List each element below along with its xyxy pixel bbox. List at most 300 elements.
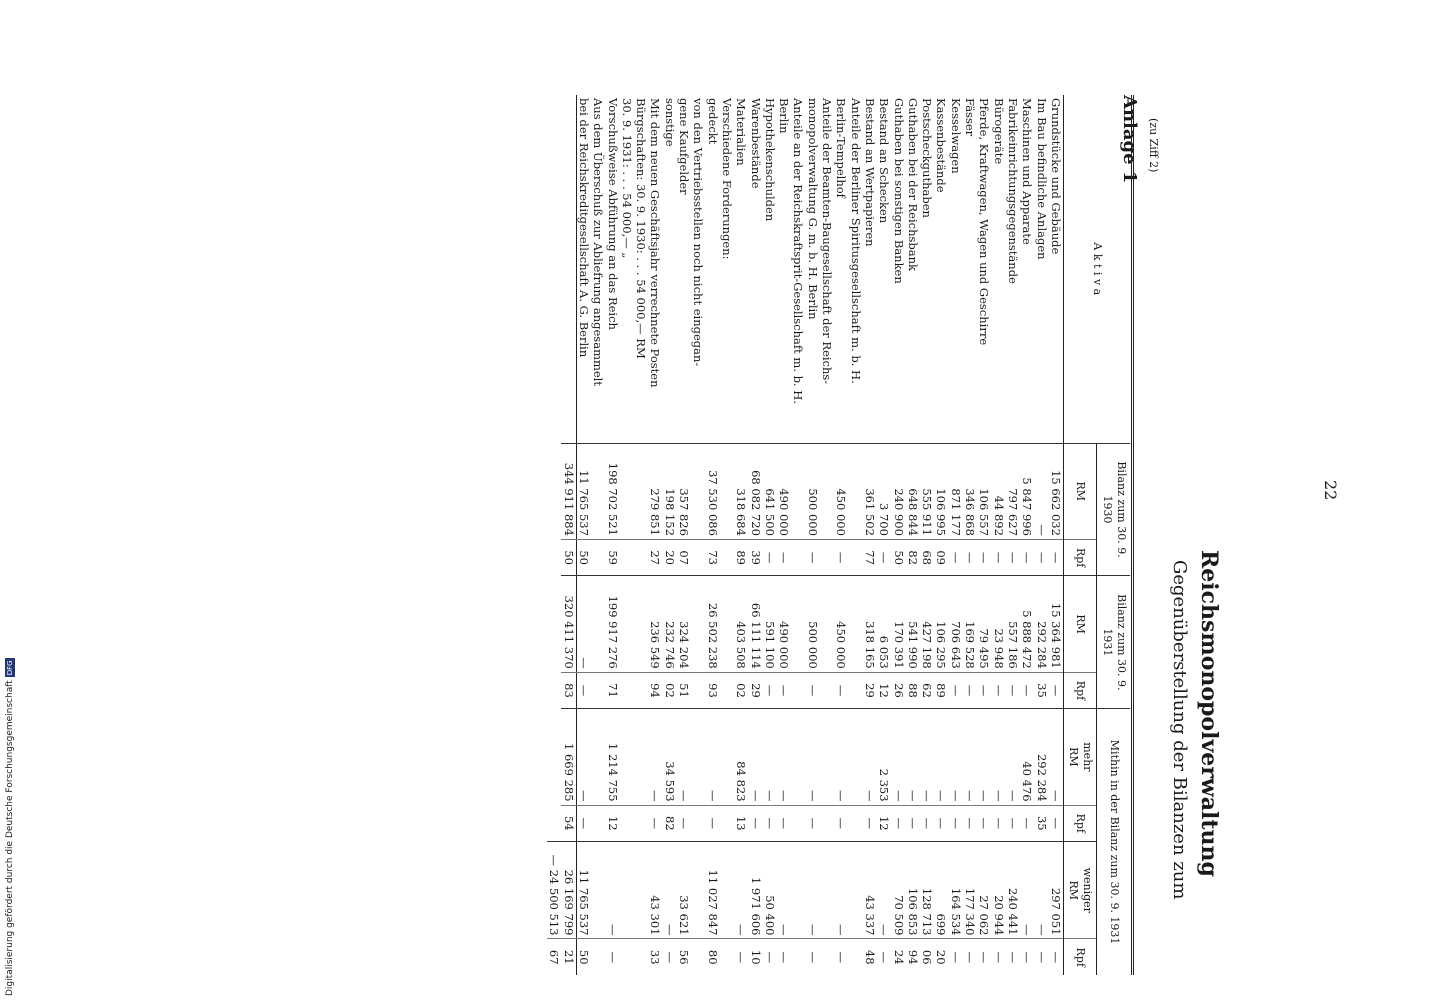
cell-mp: — xyxy=(677,805,706,842)
row-label: Bestand an Wertpapieren xyxy=(862,98,877,247)
cell-w: 27 062 xyxy=(977,842,991,939)
cell-a: 797 627 xyxy=(1006,443,1020,539)
cell-b: — xyxy=(576,576,605,672)
cell-bp: 02 xyxy=(663,672,677,709)
cell-m: — xyxy=(891,709,905,805)
cell-a: 5 847 996 xyxy=(1020,443,1034,539)
table-row xyxy=(1049,95,1064,975)
cell-ap: — xyxy=(777,539,806,576)
cell-wp: — xyxy=(877,939,891,975)
cell-a: 15 662 032 xyxy=(1049,443,1064,539)
cell-b: 557 186 xyxy=(1006,576,1020,672)
cell-a xyxy=(720,443,734,539)
cell-bp: 26 xyxy=(891,672,905,709)
cell-wp: 80 xyxy=(705,939,719,975)
cell-ap: 68 xyxy=(920,539,934,576)
cell-bp: 12 xyxy=(877,672,891,709)
total-mp: 54 xyxy=(561,805,576,842)
cell-w: 128 713 xyxy=(920,842,934,939)
table-row xyxy=(576,95,605,975)
cell-b: 169 528 xyxy=(963,576,977,672)
cell-ap: 09 xyxy=(934,539,948,576)
cell-mp: — xyxy=(1020,805,1034,842)
cell-bp: — xyxy=(991,672,1005,709)
table-row xyxy=(648,95,662,975)
cell-mp: 13 xyxy=(734,805,748,842)
table-row xyxy=(963,95,977,975)
cell-m: — xyxy=(576,709,605,805)
cell-b: 450 000 xyxy=(834,576,863,672)
cell-mp: — xyxy=(991,805,1005,842)
cell-w: — xyxy=(1034,842,1048,939)
cell-m: — xyxy=(705,709,719,805)
cell-a: 37 530 086 xyxy=(705,443,719,539)
total-bp: 83 xyxy=(561,672,576,709)
cell-w: 70 509 xyxy=(891,842,905,939)
cell-bp: — xyxy=(777,672,806,709)
cell-b: 591 100 xyxy=(763,576,777,672)
table-row xyxy=(720,95,734,975)
cell-wp: 56 xyxy=(677,939,706,975)
row-label: Anteile der Berliner Spiritusgesellschaft m. b. H. Berlin-Tempelhof xyxy=(834,98,863,384)
cell-b: 324 204 xyxy=(677,576,706,672)
row-label: Bürgschaften: 30. 9. 1930: . . . 54 000,— RM 30. 9. 1931: . . . 54 000,— „ xyxy=(619,98,649,359)
cell-m: 40 476 xyxy=(1020,709,1034,805)
cell-ap: 73 xyxy=(705,539,719,576)
table-row xyxy=(991,95,1005,975)
cell-wp: — xyxy=(1020,939,1034,975)
cell-w: 164 534 xyxy=(948,842,962,939)
row-label: Verschiedene Forderungen: xyxy=(719,98,734,260)
cell-ap: 89 xyxy=(734,539,748,576)
cell-a: 68 082 720 xyxy=(748,443,762,539)
cell-bp: — xyxy=(963,672,977,709)
header-1930: Bilanz zum 30. 9. 1930 xyxy=(1097,443,1130,576)
cell-b: 79 495 xyxy=(977,576,991,672)
cell-w: — xyxy=(663,842,677,939)
row-label: Grundstücke und Gebäude xyxy=(1048,98,1063,255)
cell-w: 20 944 xyxy=(991,842,1005,939)
total-b: 320 411 370 xyxy=(561,576,576,672)
cell-a: 500 000 xyxy=(805,443,834,539)
cell-a: 648 844 xyxy=(906,443,920,539)
cell-ap: — xyxy=(991,539,1005,576)
cell-bp: 35 xyxy=(1034,672,1048,709)
cell-wp: 06 xyxy=(920,939,934,975)
cell-bp: — xyxy=(805,672,834,709)
row-label: Mit dem neuen Geschäftsjahr verrechnete Posten xyxy=(648,98,663,388)
cell-bp: 93 xyxy=(705,672,719,709)
cell-wp: 10 xyxy=(748,939,762,975)
row-label: Kassenbestände xyxy=(934,98,949,193)
cell-b: 490 000 xyxy=(777,576,806,672)
table-row xyxy=(1020,95,1034,975)
total-w: 26 169 799 xyxy=(561,842,576,939)
row-label: Postscheckguthaben xyxy=(920,98,935,218)
total-a: 344 911 884 xyxy=(561,443,576,539)
cell-w: 699 xyxy=(934,842,948,939)
cell-a: 240 900 xyxy=(891,443,905,539)
header-1931: Bilanz zum 30. 9. 1931 xyxy=(1097,576,1130,709)
cell-mp xyxy=(720,805,734,842)
cell-bp: — xyxy=(1020,672,1034,709)
cell-b: 66 111 114 xyxy=(748,576,762,672)
cell-b: 232 746 xyxy=(663,576,677,672)
cell-w: — xyxy=(605,842,619,939)
cell-a xyxy=(620,443,649,539)
cell-bp: — xyxy=(576,672,605,709)
cell-ap: 39 xyxy=(748,539,762,576)
row-label: Fabrikeinrichtungsgegenstände xyxy=(1005,98,1020,284)
page-number: 22 xyxy=(1321,480,1340,501)
cell-wp: 94 xyxy=(906,939,920,975)
footer-text: Digitalisierung gefördert durch die Deutsche Forschungsgemeinschaft xyxy=(5,680,15,996)
cell-b: 403 508 xyxy=(734,576,748,672)
cell-w: — xyxy=(834,842,863,939)
cell-m: 1 214 755 xyxy=(605,709,619,805)
top-rule xyxy=(1131,95,1134,975)
cell-bp: — xyxy=(834,672,863,709)
cell-mp: — xyxy=(963,805,977,842)
unit-rm: RM xyxy=(1063,443,1097,539)
cell-a: 11 765 537 xyxy=(576,443,605,539)
cell-mp: 35 xyxy=(1034,805,1048,842)
cell-b: 236 549 xyxy=(648,576,662,672)
row-label: Kesselwagen xyxy=(948,98,963,174)
cell-bp: 29 xyxy=(863,672,877,709)
cell-bp: — xyxy=(1006,672,1020,709)
header-aktiva: A k t i v a xyxy=(1063,95,1130,443)
cell-a: 106 995 xyxy=(934,443,948,539)
cell-ap: 20 xyxy=(663,539,677,576)
cell-ap: — xyxy=(1034,539,1048,576)
cell-mp: 82 xyxy=(663,805,677,842)
cell-ap xyxy=(620,539,649,576)
cell-a: 346 868 xyxy=(963,443,977,539)
cell-mp: — xyxy=(777,805,806,842)
cell-a: 44 892 xyxy=(991,443,1005,539)
cell-b: 427 198 xyxy=(920,576,934,672)
header-mehr: mehr RM xyxy=(1063,709,1097,805)
cell-mp: 12 xyxy=(877,805,891,842)
cell-w: 1 971 606 xyxy=(748,842,762,939)
row-label: Bestand an Schecken xyxy=(877,98,892,224)
cell-wp: 24 xyxy=(891,939,905,975)
cell-m: 34 593 xyxy=(663,709,677,805)
row-label: Vorschußweise Abführung an das Reich xyxy=(605,98,620,330)
row-label: Anteile der Beamten-Baugesellschaft der Reichs- monopolverwaltung G. m. b. H. Berlin xyxy=(805,98,835,385)
table-row xyxy=(920,95,934,975)
cell-wp: 20 xyxy=(934,939,948,975)
cell-ap: 27 xyxy=(648,539,662,576)
page-title: Reichsmonopolverwaltung xyxy=(1196,550,1222,877)
cell-mp: — xyxy=(1049,805,1064,842)
cell-m: — xyxy=(677,709,706,805)
cell-wp: — xyxy=(1034,939,1048,975)
cell-ap: 59 xyxy=(605,539,619,576)
cell-a: 318 684 xyxy=(734,443,748,539)
cell-a: 361 502 xyxy=(863,443,877,539)
row-label: Pferde, Kraftwagen, Wagen und Geschirre xyxy=(977,98,992,346)
cell-a: 490 000 xyxy=(777,443,806,539)
cell-wp: 48 xyxy=(863,939,877,975)
cell-ap: — xyxy=(877,539,891,576)
cell-wp: — xyxy=(663,939,677,975)
cell-w: — xyxy=(877,842,891,939)
cell-mp: — xyxy=(977,805,991,842)
cell-a: 871 177 xyxy=(948,443,962,539)
cell-wp: — xyxy=(805,939,834,975)
cell-b: 541 990 xyxy=(906,576,920,672)
table-row xyxy=(805,95,834,975)
total-m: 1 669 285 xyxy=(561,709,576,805)
cell-ap xyxy=(720,539,734,576)
cell-bp xyxy=(620,672,649,709)
cell-ap: 82 xyxy=(906,539,920,576)
table-row xyxy=(605,95,619,975)
cell-bp: 02 xyxy=(734,672,748,709)
cell-bp: 62 xyxy=(920,672,934,709)
table-row xyxy=(663,95,677,975)
cell-m: — xyxy=(991,709,1005,805)
cell-a: 279 851 xyxy=(648,443,662,539)
unit-rm: RM xyxy=(1063,576,1097,672)
cell-b: 318 165 xyxy=(863,576,877,672)
cell-ap: 50 xyxy=(576,539,605,576)
cell-m: — xyxy=(805,709,834,805)
cell-wp: — xyxy=(605,939,619,975)
unit-pf: Rpf xyxy=(1063,672,1097,709)
unit-pf: Rpf xyxy=(1063,939,1097,975)
cell-w xyxy=(620,842,649,939)
cell-bp: — xyxy=(948,672,962,709)
cell-wp: — xyxy=(777,939,806,975)
cell-wp: — xyxy=(977,939,991,975)
row-label: sonstige xyxy=(662,98,677,147)
cell-w: — xyxy=(1020,842,1034,939)
anlage-sublabel: (zu Ziff 2) xyxy=(1147,118,1160,173)
table-row xyxy=(1006,95,1020,975)
row-label: Aus dem Überschuß zur Abliefrung angesammelt bei der Reichskreditgesellschaft A. G. Berlin xyxy=(577,98,606,386)
table-row xyxy=(834,95,863,975)
row-label: Fässer xyxy=(963,98,978,137)
cell-bp: — xyxy=(1049,672,1064,709)
cell-bp: 29 xyxy=(748,672,762,709)
table-row xyxy=(948,95,962,975)
cell-a: 3 700 xyxy=(877,443,891,539)
cell-a: 555 911 xyxy=(920,443,934,539)
cell-m xyxy=(720,709,734,805)
cell-bp: — xyxy=(977,672,991,709)
cell-wp xyxy=(720,939,734,975)
cell-bp: — xyxy=(763,672,777,709)
anlage-label: Anlage 1 xyxy=(1119,95,1140,184)
table-row xyxy=(891,95,905,975)
cell-ap: 77 xyxy=(863,539,877,576)
cell-w: 106 853 xyxy=(906,842,920,939)
cell-m: 2 353 xyxy=(877,709,891,805)
cell-w: 11 027 847 xyxy=(705,842,719,939)
cell-a: 641 500 xyxy=(763,443,777,539)
table-body xyxy=(547,95,1063,975)
cell-wp: — xyxy=(963,939,977,975)
cell-a: 198 152 xyxy=(663,443,677,539)
cell-ap: — xyxy=(948,539,962,576)
cell-mp: — xyxy=(705,805,719,842)
cell-m: — xyxy=(863,709,877,805)
cell-ap: — xyxy=(1006,539,1020,576)
cell-mp: 12 xyxy=(605,805,619,842)
cell-wp: — xyxy=(1006,939,1020,975)
cell-ap: — xyxy=(963,539,977,576)
row-label: gedeckt xyxy=(705,98,720,145)
table-row xyxy=(934,95,948,975)
cell-b: 706 643 xyxy=(948,576,962,672)
cell-b: 292 284 xyxy=(1034,576,1048,672)
cell-b xyxy=(720,576,734,672)
balance-table xyxy=(547,95,1130,975)
cell-m: 84 823 xyxy=(734,709,748,805)
cell-m: — xyxy=(963,709,977,805)
cell-a: 450 000 xyxy=(834,443,863,539)
cell-ap: 50 xyxy=(891,539,905,576)
total-wp: 21 xyxy=(561,939,576,975)
cell-a: 106 557 xyxy=(977,443,991,539)
cell-w: — xyxy=(805,842,834,939)
cell-ap: — xyxy=(1020,539,1034,576)
cell-wp: — xyxy=(1049,939,1064,975)
table-row xyxy=(977,95,991,975)
cell-wp: 33 xyxy=(648,939,662,975)
cell-w: 43 301 xyxy=(648,842,662,939)
cell-ap: — xyxy=(1049,539,1064,576)
row-label: Maschinen und Apparate xyxy=(1020,98,1035,245)
cell-mp: — xyxy=(1006,805,1020,842)
cell-ap: — xyxy=(834,539,863,576)
row-label: Im Bau befindliche Anlagen xyxy=(1034,98,1049,260)
cell-ap: 07 xyxy=(677,539,706,576)
unit-pf: Rpf xyxy=(1063,539,1097,576)
table-row xyxy=(763,95,777,975)
cell-mp: — xyxy=(891,805,905,842)
cell-b: 26 502 238 xyxy=(705,576,719,672)
table-row xyxy=(777,95,806,975)
cell-bp: 71 xyxy=(605,672,619,709)
cell-w: 11 765 537 xyxy=(576,842,605,939)
table-row xyxy=(906,95,920,975)
header-weniger: weniger RM xyxy=(1063,842,1097,939)
row-label: Guthaben bei der Reichsbank xyxy=(905,98,920,272)
cell-wp: — xyxy=(834,939,863,975)
row-label: Warenbestände xyxy=(748,98,763,189)
cell-m: — xyxy=(906,709,920,805)
cell-m: — xyxy=(977,709,991,805)
cell-m: — xyxy=(1049,709,1064,805)
cell-w: 240 441 xyxy=(1006,842,1020,939)
cell-wp: — xyxy=(763,939,777,975)
cell-b: 170 391 xyxy=(891,576,905,672)
cell-m: — xyxy=(763,709,777,805)
cell-mp xyxy=(620,805,649,842)
row-label: Bürogeräte xyxy=(991,98,1006,165)
cell-m xyxy=(620,709,649,805)
cell-m: — xyxy=(834,709,863,805)
table-row xyxy=(863,95,877,975)
row-label: Materialien xyxy=(734,98,749,166)
cell-mp: — xyxy=(834,805,863,842)
row-label: Guthaben bei sonstigen Banken xyxy=(891,98,906,284)
cell-wp: 50 xyxy=(576,939,605,975)
table-row xyxy=(734,95,748,975)
total-ap: 50 xyxy=(561,539,576,576)
table-row xyxy=(748,95,762,975)
cell-ap: — xyxy=(805,539,834,576)
cell-m: — xyxy=(748,709,762,805)
cell-m: 292 284 xyxy=(1034,709,1048,805)
cell-ap: — xyxy=(763,539,777,576)
cell-b: 500 000 xyxy=(805,576,834,672)
cell-bp: 51 xyxy=(677,672,706,709)
net-pf: 67 xyxy=(547,939,561,975)
cell-b: 23 948 xyxy=(991,576,1005,672)
page-subtitle: Gegenüberstellung der Bilanzen zum xyxy=(1169,560,1190,900)
cell-ap: — xyxy=(977,539,991,576)
cell-m: — xyxy=(934,709,948,805)
table-row xyxy=(705,95,719,975)
table-row xyxy=(877,95,891,975)
cell-a: 198 702 521 xyxy=(605,443,619,539)
cell-mp: — xyxy=(748,805,762,842)
cell-mp: — xyxy=(863,805,877,842)
cell-mp: — xyxy=(763,805,777,842)
cell-mp: — xyxy=(934,805,948,842)
cell-m: — xyxy=(920,709,934,805)
cell-w: 33 621 xyxy=(677,842,706,939)
cell-w: 43 337 xyxy=(863,842,877,939)
cell-mp: — xyxy=(920,805,934,842)
cell-bp: 88 xyxy=(906,672,920,709)
cell-mp: — xyxy=(576,805,605,842)
header-diff: Mithin in der Bilanz zum 30. 9. 1931 xyxy=(1097,709,1130,975)
cell-a: — xyxy=(1034,443,1048,539)
cell-b: 106 295 xyxy=(934,576,948,672)
net-row xyxy=(547,95,561,975)
cell-b: 199 917 276 xyxy=(605,576,619,672)
dfg-logo: DFG xyxy=(6,660,14,676)
cell-mp: — xyxy=(906,805,920,842)
cell-w: 50 400 xyxy=(763,842,777,939)
table-row xyxy=(677,95,706,975)
cell-wp: — xyxy=(948,939,962,975)
table-row xyxy=(1034,95,1048,975)
cell-bp xyxy=(720,672,734,709)
cell-mp: — xyxy=(805,805,834,842)
total-label xyxy=(561,95,576,443)
cell-m: — xyxy=(1006,709,1020,805)
cell-w: — xyxy=(777,842,806,939)
cell-mp: — xyxy=(948,805,962,842)
cell-w: — xyxy=(734,842,748,939)
cell-b xyxy=(620,576,649,672)
cell-m: — xyxy=(948,709,962,805)
total-row xyxy=(561,95,576,975)
row-label: Hypothekenschulden xyxy=(762,98,777,222)
cell-mp: — xyxy=(648,805,662,842)
unit-pf: Rpf xyxy=(1063,805,1097,842)
cell-m: — xyxy=(648,709,662,805)
cell-a: 357 826 xyxy=(677,443,706,539)
cell-wp: — xyxy=(734,939,748,975)
